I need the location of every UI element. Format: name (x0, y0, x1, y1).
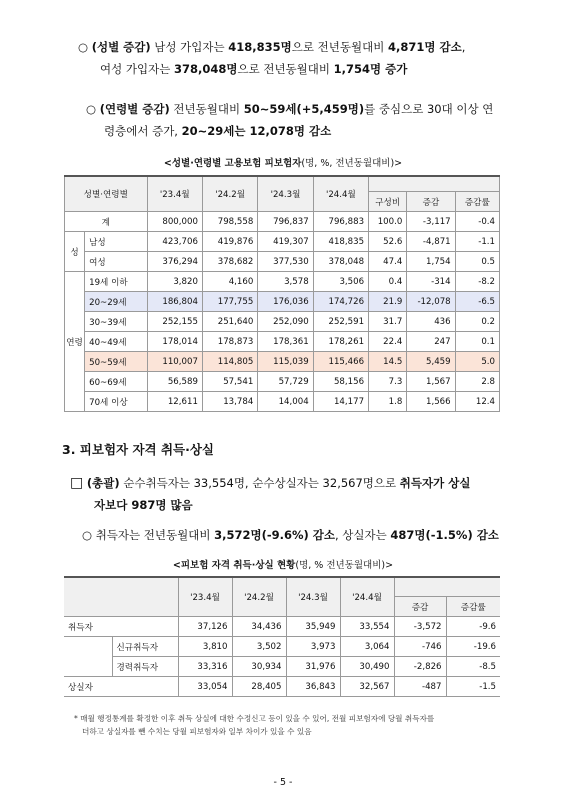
table-cell: 57,729 (258, 372, 313, 392)
table-cell: 378,682 (202, 252, 257, 272)
table-cell: 423,706 (147, 232, 202, 252)
table-cell: 37,126 (178, 617, 232, 637)
bold-text: 자보다 987명 많음 (94, 498, 193, 512)
bold-text: 378,048명 (173, 62, 238, 76)
header-month: '24.2월 (232, 577, 286, 617)
text: , 상실자는 (335, 528, 391, 542)
row-label: 여성 (85, 252, 147, 272)
table-cell: 3,820 (147, 272, 202, 292)
text: 령층에서 증가, (104, 124, 182, 138)
row-label: 상실자 (64, 677, 178, 697)
table-cell: 177,755 (202, 292, 257, 312)
table1-row (65, 252, 500, 272)
bold-text: (총괄) (86, 476, 120, 490)
table-cell: 100.0 (369, 212, 407, 232)
table-cell: -6.5 (455, 292, 499, 312)
table-cell: 378,048 (313, 252, 368, 272)
table-cell: 33,554 (340, 617, 394, 637)
table-cell: 14,004 (258, 392, 313, 412)
table-cell: 174,726 (313, 292, 368, 312)
table-cell: 30,934 (232, 657, 286, 677)
table-cell: 418,835 (313, 232, 368, 252)
section-heading: 3. 피보험자 자격 취득·상실 (62, 442, 215, 457)
bullet-acquisition-line (82, 524, 532, 546)
table-cell: 52.6 (369, 232, 407, 252)
header-month: '24.4월 (340, 577, 394, 617)
text: 남성 가입자는 (150, 40, 229, 54)
header-change: 증감 (394, 597, 446, 617)
row-label: 50~59세 (85, 352, 147, 372)
table-cell: 178,014 (147, 332, 202, 352)
table-cell: 252,155 (147, 312, 202, 332)
square-marker: □ (70, 475, 84, 491)
header-share: 구성비 (369, 192, 407, 212)
table-cell: 0.1 (455, 332, 499, 352)
table-cell: 176,036 (258, 292, 313, 312)
table-cell: 0.2 (455, 312, 499, 332)
footnote-line-2: 더하고 상실자를 뺀 수치는 당월 피보험자와 일부 차이가 있을 수 있음 (82, 727, 312, 736)
header-month: '24.4월 (313, 176, 368, 212)
header-month: '24.2월 (202, 176, 257, 212)
text: 여성 가입자는 (100, 62, 174, 76)
table-cell: 34,436 (232, 617, 286, 637)
table-cell: 798,558 (202, 212, 257, 232)
table2-row (64, 617, 500, 637)
bullet-marker: ○ (82, 528, 93, 542)
table-cell: -8.5 (446, 657, 500, 677)
table-cell: 115,466 (313, 352, 368, 372)
table-cell: 2.8 (455, 372, 499, 392)
text: 전년동월대비 (169, 102, 244, 116)
text: 를 중심으로 30대 이상 연 (364, 102, 494, 116)
table2-caption: <피보험 자격 취득·상실 현황(명, % 전년동월대비)> (172, 560, 394, 571)
indent-cell (64, 637, 112, 657)
table-cell: -9.6 (446, 617, 500, 637)
table-cell: 3,064 (340, 637, 394, 657)
table-cell: -19.6 (446, 637, 500, 657)
row-label: 60~69세 (85, 372, 147, 392)
table-cell: 5.0 (455, 352, 499, 372)
header-change: 증감 (407, 192, 455, 212)
table-cell: 1,566 (407, 392, 455, 412)
header-blank (369, 176, 500, 192)
table-cell: 32,567 (340, 677, 394, 697)
table-cell: 419,876 (202, 232, 257, 252)
row-label: 20~29세 (85, 292, 147, 312)
table-cell: 31.7 (369, 312, 407, 332)
row-label: 40~49세 (85, 332, 147, 352)
bold-text: 487명(-1.5%) 감소 (390, 528, 499, 542)
row-group-label: 연령 (65, 272, 85, 412)
table-cell: 14.5 (369, 352, 407, 372)
table1-caption: <성별·연령별 고용보험 피보험자(명, %, 전년동월대비)> (163, 158, 403, 169)
table-cell: 178,873 (202, 332, 257, 352)
table-cell: 21.9 (369, 292, 407, 312)
table-cell: -12,078 (407, 292, 455, 312)
table-cell: 12.4 (455, 392, 499, 412)
bold-text: 50~59세(+5,459명) (243, 102, 365, 116)
bullet-age-line-2 (86, 120, 526, 142)
text: 취득자는 전년동월대비 (95, 528, 215, 542)
bullet-gender (78, 36, 518, 80)
table-cell: 186,804 (147, 292, 202, 312)
bullet-marker: ○ (78, 40, 89, 54)
bold-text: (연령별 증감) (99, 102, 170, 116)
table1-row (65, 372, 500, 392)
table-cell: 47.4 (369, 252, 407, 272)
table2-row (64, 677, 500, 697)
table-cell: 377,530 (258, 252, 313, 272)
table1-row (65, 232, 500, 252)
footnote (74, 712, 514, 738)
table1-row (65, 332, 500, 352)
table-cell: 33,054 (178, 677, 232, 697)
table-cell: 3,578 (258, 272, 313, 292)
table-cell: 178,261 (313, 332, 368, 352)
table-cell: 12,611 (147, 392, 202, 412)
table-cell: 36,843 (286, 677, 340, 697)
table-cell: -4,871 (407, 232, 455, 252)
table-cell: -3,572 (394, 617, 446, 637)
table-cell: 3,506 (313, 272, 368, 292)
header-gender-age: 성별·연령별 (65, 176, 148, 212)
table-cell: 3,973 (286, 637, 340, 657)
table1-row (65, 352, 500, 372)
table-cell: 58,156 (313, 372, 368, 392)
table-cell: 178,361 (258, 332, 313, 352)
row-label: 남성 (85, 232, 147, 252)
table-cell: 436 (407, 312, 455, 332)
table-cell: 419,307 (258, 232, 313, 252)
table2-header-row-1 (64, 577, 500, 597)
table-cell: 14,177 (313, 392, 368, 412)
bold-text: (성별 증감) (91, 40, 151, 54)
table-cell: 22.4 (369, 332, 407, 352)
table-cell: -0.4 (455, 212, 499, 232)
row-label: 계 (65, 212, 148, 232)
table-cell: 114,805 (202, 352, 257, 372)
bullet-age (86, 98, 526, 142)
bold-text: 3,572명(-9.6%) 감소 (214, 528, 335, 542)
table-cell: 800,000 (147, 212, 202, 232)
table-cell: 247 (407, 332, 455, 352)
bullet-gender-line-1 (78, 36, 518, 58)
table-cell: 1,567 (407, 372, 455, 392)
bullet-gender-line-2 (78, 58, 518, 80)
bullet-acquisition (82, 524, 532, 546)
row-label: 신규취득자 (112, 637, 178, 657)
table-cell: 3,502 (232, 637, 286, 657)
table-cell: -1.5 (446, 677, 500, 697)
table-cell: -8.2 (455, 272, 499, 292)
header-month: '24.3월 (286, 577, 340, 617)
header-month: '23.4월 (178, 577, 232, 617)
table-cell: 33,316 (178, 657, 232, 677)
table1-row (65, 312, 500, 332)
table1-row (65, 392, 500, 412)
table1-header-row-1 (65, 176, 500, 192)
header-change-rate: 증감률 (446, 597, 500, 617)
text: 으로 전년동월대비 (237, 62, 334, 76)
table2-row (64, 657, 500, 677)
row-label: 30~39세 (85, 312, 147, 332)
table1-row (65, 212, 500, 232)
table-cell: 31,976 (286, 657, 340, 677)
table1-row (65, 272, 500, 292)
table-cell: 796,883 (313, 212, 368, 232)
table-cell: -746 (394, 637, 446, 657)
summary-paragraph (70, 472, 520, 516)
text: 으로 전년동월대비 (291, 40, 388, 54)
table-cell: 0.4 (369, 272, 407, 292)
header-month: '24.3월 (258, 176, 313, 212)
table-cell: 30,490 (340, 657, 394, 677)
row-group-label: 성 (65, 232, 85, 272)
bold-text: 1,754명 증가 (333, 62, 408, 76)
table-cell: 110,007 (147, 352, 202, 372)
header-month: '23.4월 (147, 176, 202, 212)
table-acquisition-loss (64, 576, 500, 697)
row-label: 취득자 (64, 617, 178, 637)
table-cell: 7.3 (369, 372, 407, 392)
table-cell: 4,160 (202, 272, 257, 292)
table-cell: -487 (394, 677, 446, 697)
bold-text: 취득자가 상실 (399, 476, 471, 490)
summary-line-2 (70, 494, 520, 516)
indent-cell (64, 657, 112, 677)
table-cell: 252,090 (258, 312, 313, 332)
text: 순수취득자는 33,554명, 순수상실자는 32,567명으로 (119, 476, 400, 490)
table-cell: 35,949 (286, 617, 340, 637)
table-cell: 376,294 (147, 252, 202, 272)
table-cell: 13,784 (202, 392, 257, 412)
table-cell: -314 (407, 272, 455, 292)
table-cell: 57,541 (202, 372, 257, 392)
table-cell: 252,591 (313, 312, 368, 332)
bullet-marker: ○ (86, 102, 97, 116)
text: , (461, 40, 466, 54)
table-cell: 5,459 (407, 352, 455, 372)
header-blank (394, 577, 500, 597)
table-cell: 56,589 (147, 372, 202, 392)
table-cell: 1,754 (407, 252, 455, 272)
header-change-rate: 증감률 (455, 192, 499, 212)
row-label: 경력취득자 (112, 657, 178, 677)
row-label: 70세 이상 (85, 392, 147, 412)
table-cell: -2,826 (394, 657, 446, 677)
table-gender-age (64, 175, 500, 412)
table-cell: -1.1 (455, 232, 499, 252)
table-cell: -3,117 (407, 212, 455, 232)
table1-row (65, 292, 500, 312)
table-cell: 1.8 (369, 392, 407, 412)
footnote-line-1: * 매월 행정통계를 확정한 이후 취득 상실에 대한 수정신고 등이 있을 수 있어, 전월 피보험자에 당월 취득자를 (74, 714, 435, 723)
summary-line-1 (70, 472, 520, 494)
bullet-age-line-1 (86, 98, 526, 120)
bold-text: 4,871명 감소 (387, 40, 462, 54)
table-cell: 3,810 (178, 637, 232, 657)
bold-text: 418,835명 (228, 40, 292, 54)
page-number: - 5 - (273, 777, 293, 788)
table-cell: 115,039 (258, 352, 313, 372)
header-blank (64, 577, 178, 617)
table-cell: 28,405 (232, 677, 286, 697)
bold-text: 20~29세는 12,078명 감소 (181, 124, 332, 138)
row-label: 19세 이하 (85, 272, 147, 292)
table-cell: 796,837 (258, 212, 313, 232)
table2-row (64, 637, 500, 657)
table-cell: 251,640 (202, 312, 257, 332)
table-cell: 0.5 (455, 252, 499, 272)
